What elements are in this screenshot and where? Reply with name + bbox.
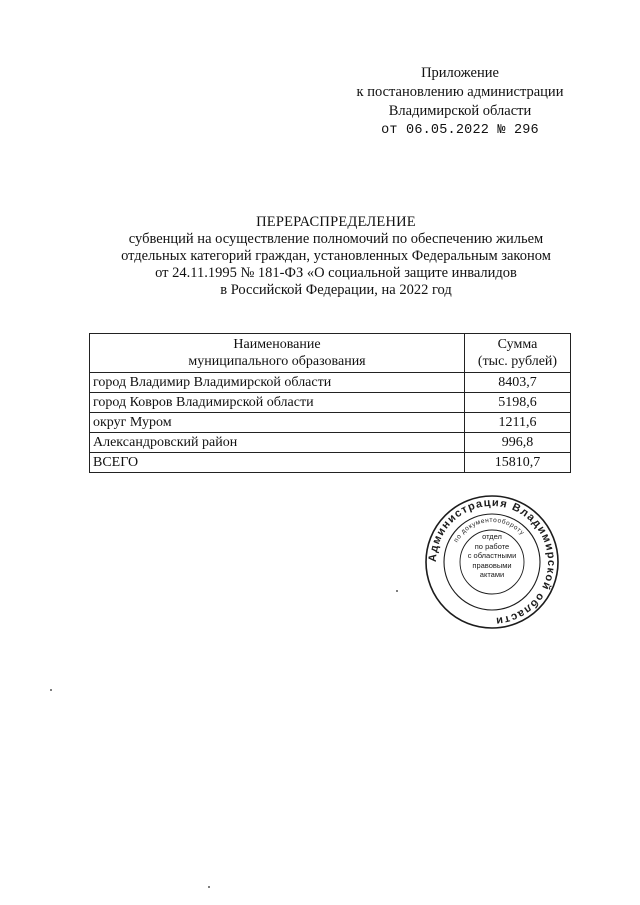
appendix-region: Владимирской области [388,103,532,119]
document-title [60,214,612,299]
title-line-1: субвенций на осуществление полномочий по обеспечению жильем [128,231,544,247]
appendix-resolution: к постановлению администрации [356,84,564,100]
table-row [90,393,571,413]
appendix-label: Приложение [421,65,499,81]
table-header-row [90,334,571,373]
row-amount: 5198,6 [465,393,571,413]
appendix-header [340,64,580,140]
total-label: ВСЕГО [90,453,465,473]
stamp-center-text [462,532,522,592]
table-total-row [90,453,571,473]
stamp-center-line5: актами [479,570,505,579]
row-municipality: округ Муром [90,413,465,433]
stamp-center-line3: с областными [467,551,517,560]
stamp-center-line1: отдел [482,532,502,541]
row-amount: 1211,6 [465,413,571,433]
row-amount: 8403,7 [465,373,571,393]
title-line-2: отдельных категорий граждан, установленных Федеральным законом [121,248,551,264]
stamp-inner-ring-text: по документообороту [452,516,526,544]
header-municipality-line2: муниципального образования [188,354,366,369]
stamp-ring-text: Администрация Владимирской области [426,496,558,628]
table-row [90,373,571,393]
row-amount: 996,8 [465,433,571,453]
stamp-center-line2: по работе [474,541,510,551]
table-row [90,413,571,433]
title-heading: ПЕРЕРАСПРЕДЕЛЕНИЕ [256,214,416,230]
title-line-4: в Российской Федерации, на 2022 год [220,282,452,298]
title-line-3: от 24.11.1995 № 181-ФЗ «О социальной защите инвалидов [155,265,517,281]
header-amount [465,334,571,373]
header-municipality [90,334,465,373]
header-amount-line1: Сумма [497,337,538,352]
stamp-center-line4: правовыми [472,560,512,570]
row-municipality: Александровский район [90,433,465,453]
official-stamp [424,494,560,630]
total-amount: 15810,7 [465,453,571,473]
header-amount-line2: (тыс. рублей) [477,354,558,369]
scan-speck [50,689,52,691]
row-municipality: город Владимир Владимирской области [90,373,465,393]
table-row [90,433,571,453]
row-municipality: город Ковров Владимирской области [90,393,465,413]
appendix-date-number: от 06.05.2022 № 296 [381,123,539,138]
scan-speck [396,590,398,592]
header-municipality-line1: Наименование [233,337,321,352]
scan-speck [208,886,210,888]
subsidies-table [89,333,571,473]
